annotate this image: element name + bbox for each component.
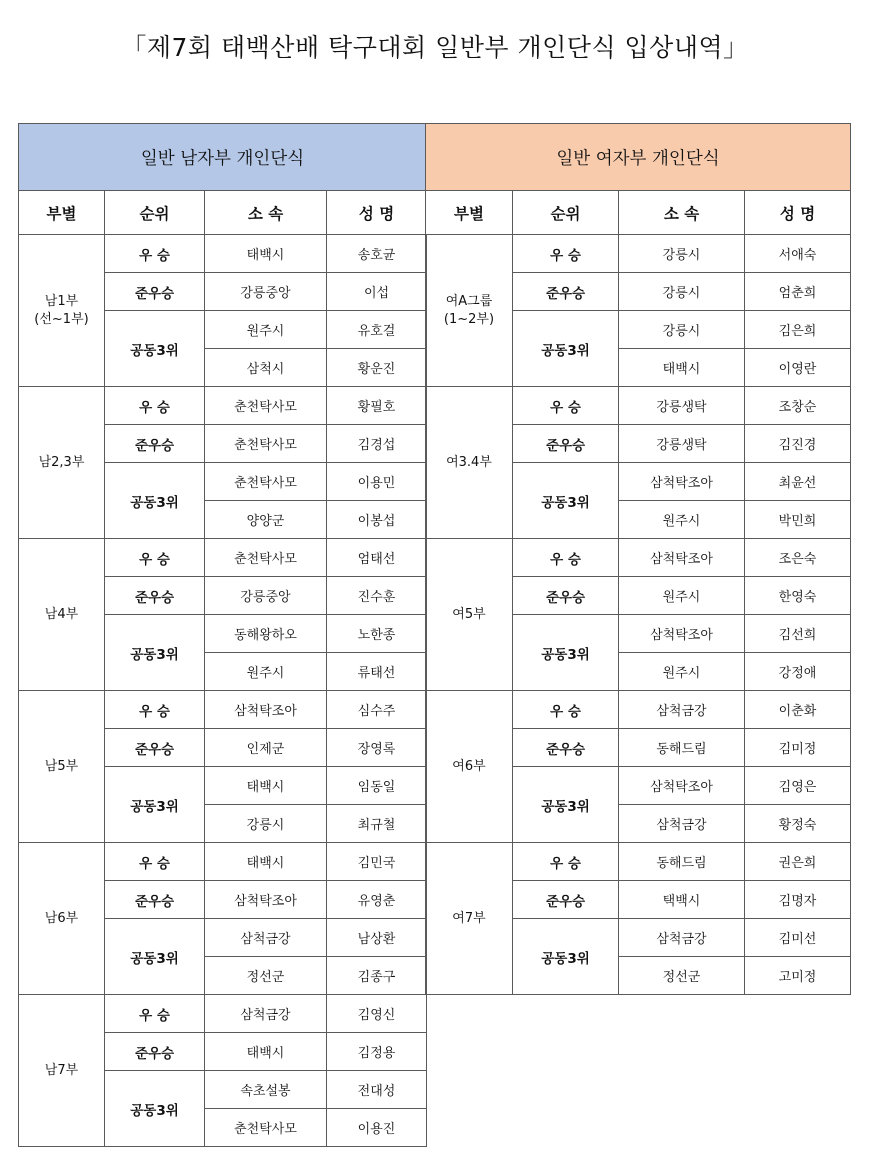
table-row [426,387,851,425]
table-row [19,843,427,881]
club-header: 소 속 [619,191,745,235]
name-cell: 김선희 [745,615,851,653]
table-row [19,995,427,1033]
name-cell: 박민희 [745,501,851,539]
division-label: 여3.4부 [446,454,492,470]
rank-cell: 우 승 [513,843,619,881]
name-cell: 장영록 [327,729,427,767]
table-row [19,235,427,273]
club-cell: 강릉중앙 [205,577,327,615]
rank-cell: 공동3위 [513,463,619,539]
division-cell [426,691,513,843]
name-cell: 송호균 [327,235,427,273]
name-cell: 최규철 [327,805,427,843]
page-title: 「제7회 태백산배 탁구대회 일반부 개인단식 입상내역」 [121,33,749,62]
club-cell: 태백시 [205,235,327,273]
name-cell: 김명자 [745,881,851,919]
table-row [426,843,851,881]
rank-cell: 우 승 [105,387,205,425]
division-sublabel: (1~2부) [443,311,495,327]
name-cell: 류태선 [327,653,427,691]
division-label: 남5부 [44,758,79,774]
rank-cell: 우 승 [513,387,619,425]
rank-cell: 준우승 [105,881,205,919]
club-cell: 삼척금강 [205,919,327,957]
rank-cell: 준우승 [513,273,619,311]
name-cell: 전대성 [327,1071,427,1109]
club-cell: 택백시 [619,881,745,919]
name-cell: 엄춘희 [745,273,851,311]
name-cell: 이봉섭 [327,501,427,539]
club-cell: 강릉생탁 [619,425,745,463]
division-label: 남7부 [44,1062,79,1078]
name-cell: 이용민 [327,463,427,501]
club-cell: 삼척탁조아 [619,539,745,577]
rank-cell: 준우승 [513,577,619,615]
division-label: 남1부 [44,293,79,309]
women-band-header: 일반 여자부 개인단식 [426,124,851,191]
rank-header: 순위 [105,191,205,235]
club-cell: 춘천탁사모 [205,463,327,501]
club-cell: 춘천탁사모 [205,387,327,425]
club-cell: 삼척시 [205,349,327,387]
name-cell: 김은희 [745,311,851,349]
men-results-table [18,123,427,1147]
rank-cell: 공동3위 [105,919,205,995]
club-cell: 삼척금강 [619,919,745,957]
club-cell: 삼척탁조아 [205,691,327,729]
rank-cell: 공동3위 [513,311,619,387]
name-cell: 심수주 [327,691,427,729]
club-cell: 태백시 [205,767,327,805]
table-row [19,691,427,729]
name-cell: 김경섭 [327,425,427,463]
name-cell: 황정숙 [745,805,851,843]
name-cell: 임동일 [327,767,427,805]
table-row [19,539,427,577]
table-row [426,691,851,729]
club-cell: 강릉시 [619,235,745,273]
name-cell: 김정용 [327,1033,427,1071]
name-cell: 황운진 [327,349,427,387]
division-cell [19,539,105,691]
club-cell: 동해드림 [619,843,745,881]
division-cell [426,539,513,691]
name-cell: 이섭 [327,273,427,311]
club-cell: 삼척탁조아 [205,881,327,919]
name-header: 성 명 [327,191,427,235]
division-cell [19,691,105,843]
name-cell: 김민국 [327,843,427,881]
club-cell: 춘천탁사모 [205,425,327,463]
rank-cell: 우 승 [513,539,619,577]
club-cell: 원주시 [619,501,745,539]
name-cell: 서애숙 [745,235,851,273]
name-cell: 조창순 [745,387,851,425]
name-cell: 조은숙 [745,539,851,577]
club-cell: 강릉시 [619,311,745,349]
rank-cell: 공동3위 [105,767,205,843]
club-cell: 동해왕하오 [205,615,327,653]
men-band-header: 일반 남자부 개인단식 [19,124,427,191]
division-label: 남6부 [44,910,79,926]
rank-cell: 공동3위 [513,615,619,691]
table-row [426,539,851,577]
division-label: 여5부 [452,606,486,622]
name-cell: 김영은 [745,767,851,805]
club-cell: 정선군 [205,957,327,995]
rank-cell: 우 승 [105,235,205,273]
name-cell: 한영숙 [745,577,851,615]
rank-header: 순위 [513,191,619,235]
rank-cell: 공동3위 [105,1071,205,1147]
division-cell [19,995,105,1147]
division-cell [426,235,513,387]
rank-cell: 준우승 [513,729,619,767]
division-header: 부별 [426,191,513,235]
club-cell: 태백시 [619,349,745,387]
club-cell: 삼척금강 [205,995,327,1033]
division-label: 여A그룹 [445,293,493,309]
rank-cell: 준우승 [105,729,205,767]
club-cell: 원주시 [619,653,745,691]
name-cell: 이영란 [745,349,851,387]
rank-cell: 준우승 [513,881,619,919]
division-cell [19,235,105,387]
table-row [19,387,427,425]
division-cell [426,387,513,539]
division-cell [19,843,105,995]
name-cell: 이용진 [327,1109,427,1147]
division-label: 여6부 [452,758,486,774]
name-cell: 진수훈 [327,577,427,615]
rank-cell: 우 승 [105,691,205,729]
club-cell: 원주시 [205,653,327,691]
name-cell: 권은희 [745,843,851,881]
club-cell: 인제군 [205,729,327,767]
club-cell: 양양군 [205,501,327,539]
rank-cell: 준우승 [105,577,205,615]
club-cell: 삼척탁조아 [619,767,745,805]
table-row [426,235,851,273]
division-label: 남2,3부 [38,454,85,470]
name-cell: 남상환 [327,919,427,957]
club-cell: 태백시 [205,1033,327,1071]
name-cell: 김진경 [745,425,851,463]
name-cell: 엄태선 [327,539,427,577]
name-cell: 김미선 [745,919,851,957]
name-cell: 김영신 [327,995,427,1033]
name-cell: 유호걸 [327,311,427,349]
rank-cell: 공동3위 [105,615,205,691]
rank-cell: 공동3위 [513,767,619,843]
name-cell: 김종구 [327,957,427,995]
rank-cell: 공동3위 [105,311,205,387]
name-cell: 황필호 [327,387,427,425]
name-cell: 노한종 [327,615,427,653]
division-label: 남4부 [44,606,79,622]
name-cell: 김미정 [745,729,851,767]
club-cell: 춘천탁사모 [205,539,327,577]
club-cell: 태백시 [205,843,327,881]
division-cell [426,843,513,995]
rank-cell: 우 승 [513,691,619,729]
club-cell: 강릉생탁 [619,387,745,425]
name-cell: 고미정 [745,957,851,995]
rank-cell: 우 승 [105,539,205,577]
rank-cell: 우 승 [105,995,205,1033]
division-cell [19,387,105,539]
division-header: 부별 [19,191,105,235]
club-cell: 삼척금강 [619,691,745,729]
club-header: 소 속 [205,191,327,235]
division-sublabel: (선~1부) [34,311,89,327]
women-results-table [425,123,851,995]
club-cell: 삼척탁조아 [619,615,745,653]
club-cell: 강릉중앙 [205,273,327,311]
rank-cell: 우 승 [105,843,205,881]
rank-cell: 준우승 [513,425,619,463]
club-cell: 속초설봉 [205,1071,327,1109]
club-cell: 춘천탁사모 [205,1109,327,1147]
rank-cell: 공동3위 [105,463,205,539]
club-cell: 삼척금강 [619,805,745,843]
name-cell: 최윤선 [745,463,851,501]
club-cell: 강릉시 [205,805,327,843]
rank-cell: 준우승 [105,1033,205,1071]
club-cell: 동해드림 [619,729,745,767]
rank-cell: 공동3위 [513,919,619,995]
rank-cell: 준우승 [105,273,205,311]
name-cell: 이춘화 [745,691,851,729]
club-cell: 원주시 [205,311,327,349]
rank-cell: 준우승 [105,425,205,463]
rank-cell: 우 승 [513,235,619,273]
club-cell: 원주시 [619,577,745,615]
division-label: 여7부 [452,910,486,926]
club-cell: 정선군 [619,957,745,995]
club-cell: 강릉시 [619,273,745,311]
name-header: 성 명 [745,191,851,235]
club-cell: 삼척탁조아 [619,463,745,501]
name-cell: 강정애 [745,653,851,691]
name-cell: 유영춘 [327,881,427,919]
